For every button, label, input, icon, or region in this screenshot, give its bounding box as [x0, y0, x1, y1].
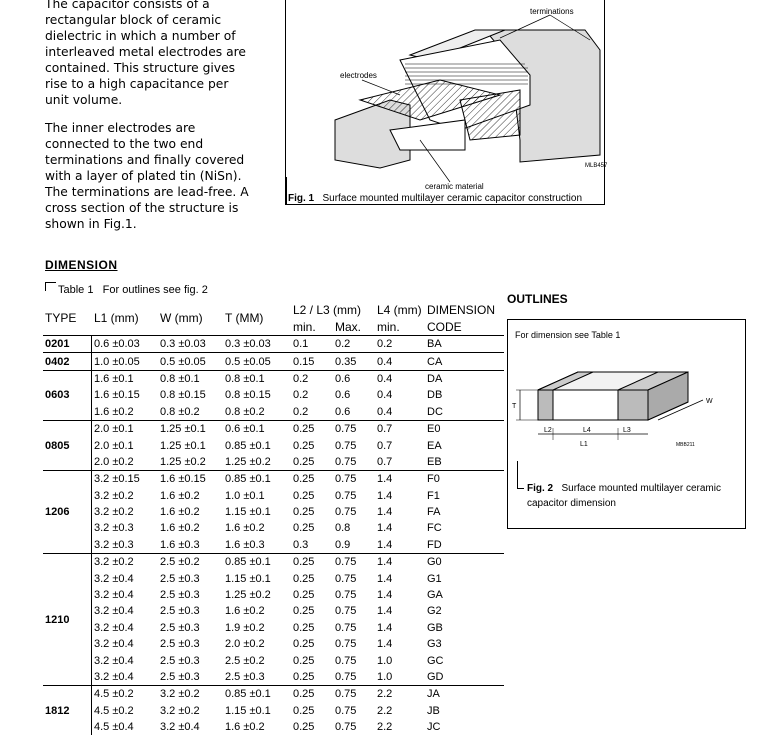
table-cell: EA [427, 439, 442, 452]
table-cell: 0.75 [333, 686, 375, 703]
table-cell: 0.25 [291, 420, 333, 437]
table-cell: 1.25 ±0.2 [225, 589, 271, 602]
table-cell: 2.0 ±0.1 [94, 439, 134, 452]
header-t: T (MM) [225, 311, 264, 325]
label-mbb-code: MBB211 [676, 442, 695, 448]
table-cell: 1.4 [377, 621, 393, 634]
table-label: Table 1 [45, 284, 93, 296]
table-row [43, 504, 504, 520]
table-cell: 0.8 ±0.1 [223, 370, 291, 387]
table-cell: 0.6 ±0.03 [92, 336, 158, 353]
table-cell: 0.6 [333, 370, 375, 387]
table-caption-text: For outlines see fig. 2 [102, 284, 208, 296]
table-cell: 0.15 [291, 353, 333, 370]
dimension-table [43, 301, 504, 735]
table-cell: 0.75 [335, 455, 357, 468]
table-cell: 0.75 [333, 554, 375, 571]
header-max: Max. [335, 319, 362, 334]
table-cell: 3.2 ±0.4 [94, 621, 134, 634]
table-cell: 1.6 ±0.2 [225, 721, 265, 734]
table-cell: 0.8 ±0.15 [225, 389, 271, 402]
table-cell: JC [427, 721, 441, 734]
header-code-2: CODE [427, 319, 462, 334]
table-cell: 0.9 [335, 538, 351, 551]
header-type: TYPE [45, 311, 77, 325]
table-cell: 0.25 [293, 506, 315, 519]
table-row [43, 353, 504, 370]
table-cell: 2.5 ±0.3 [225, 671, 265, 683]
table-cell: GA [427, 589, 443, 602]
type-cell: 0603 [43, 370, 92, 420]
table-cell: 1.6 ±0.2 [225, 522, 265, 535]
table-cell: 2.5 ±0.3 [160, 671, 200, 683]
table-cell: 1.4 [377, 589, 393, 602]
type-cell: 0402 [43, 353, 92, 370]
table-cell: 0.25 [293, 704, 315, 717]
label-ceramic-material: ceramic material [425, 182, 484, 191]
table-cell: 1.4 [377, 506, 393, 519]
label-terminations: terminations [530, 7, 574, 16]
table-cell: 2.5 ±0.3 [160, 621, 200, 634]
table-row [43, 686, 504, 703]
fig2-caption [527, 481, 737, 511]
table-cell: 0.75 [335, 638, 357, 651]
outlines-title: OUTLINES [507, 292, 568, 306]
table-cell: 0.8 ±0.1 [158, 370, 223, 387]
table-cell: 0.75 [335, 572, 357, 585]
table-cell: 1.6 ±0.3 [225, 538, 265, 551]
header-w: W (mm) [160, 311, 203, 325]
table-cell: 0.35 [333, 353, 375, 370]
table-cell: 3.2 ±0.4 [94, 572, 134, 585]
label-w: W [706, 398, 713, 405]
table-cell: DA [425, 370, 504, 387]
table-cell: JA [425, 686, 504, 703]
table-cell: 3.2 ±0.4 [94, 654, 134, 667]
table-cell: 2.5 ±0.3 [160, 589, 200, 602]
table-row [43, 587, 504, 603]
table-cell: CA [425, 353, 504, 370]
table-cell: 1.25 ±0.1 [158, 420, 223, 437]
outline-dimension-drawing [508, 350, 738, 455]
label-l4: L4 [583, 427, 591, 434]
table-cell: 1.4 [375, 471, 425, 488]
table-row [43, 703, 504, 719]
table-cell: 3.2 ±0.2 [158, 686, 223, 703]
table-row [43, 620, 504, 636]
table-cell: 1.25 ±0.1 [160, 439, 206, 452]
table-cell: 0.85 ±0.1 [223, 471, 291, 488]
table-cell: 0.1 [291, 336, 333, 353]
table-cell: 0.6 [335, 405, 351, 418]
table-cell: GB [427, 621, 443, 634]
table-cell: 0.75 [335, 439, 357, 452]
capacitor-construction-drawing [300, 0, 608, 195]
table-cell: 0.3 ±0.03 [158, 336, 223, 353]
table-cell: 0.25 [293, 589, 315, 602]
table-cell: 1.15 ±0.1 [225, 704, 271, 717]
table-cell: 0.25 [293, 489, 315, 502]
table-cell: 0.7 [375, 420, 425, 437]
table-cell: GC [427, 654, 444, 667]
label-l1: L1 [580, 441, 588, 448]
table-cell: 0.2 [293, 405, 309, 418]
table-cell: 0.3 ±0.03 [223, 336, 291, 353]
table-cell: 0.75 [335, 605, 357, 618]
table-cell: 0.75 [335, 489, 357, 502]
table-cell: 1.6 ±0.15 [94, 389, 140, 402]
table-row [43, 336, 504, 353]
table-cell: 4.5 ±0.2 [94, 704, 134, 717]
table-cell: 0.85 ±0.1 [223, 686, 291, 703]
table-cell: EB [427, 455, 442, 468]
table-cell: G3 [427, 638, 442, 651]
table-cell: 0.25 [293, 439, 315, 452]
header-l2-l3: L2 / L3 (mm) [293, 302, 362, 317]
table-row [43, 387, 504, 403]
table-cell: 0.25 [293, 621, 315, 634]
label-l2: L2 [544, 427, 552, 434]
fig1-caption-text: Surface mounted multilayer ceramic capacitor construction [322, 193, 583, 204]
table-cell: 3.2 ±0.2 [94, 506, 134, 519]
table-cell: 0.75 [335, 721, 357, 734]
table-cell: 0.25 [293, 638, 315, 651]
table-cell: 3.2 ±0.15 [92, 471, 158, 488]
table-cell: 1.6 ±0.2 [160, 506, 200, 519]
table-cell: G1 [427, 572, 442, 585]
table-cell: 0.2 [291, 370, 333, 387]
fig2-label: Fig. 2 [527, 483, 554, 494]
type-cell: 1812 [43, 686, 92, 736]
table-cell: GD [427, 671, 444, 683]
table-cell: 0.75 [335, 654, 357, 667]
table-cell: 0.4 [375, 370, 425, 387]
table-cell: 0.7 [377, 439, 393, 452]
table-cell: 0.4 [377, 389, 393, 402]
table-row [43, 652, 504, 668]
table-cell: 0.4 [375, 353, 425, 370]
table-cell: 3.2 ±0.3 [94, 538, 134, 551]
table-cell: 0.8 ±0.15 [160, 389, 206, 402]
table-cell: 2.5 ±0.3 [160, 572, 200, 585]
table-row [43, 719, 504, 735]
table-cell: 0.25 [293, 455, 315, 468]
table-row [43, 370, 504, 387]
table-cell: 1.6 ±0.15 [158, 471, 223, 488]
label-l3: L3 [623, 427, 631, 434]
table-cell: 0.2 [333, 336, 375, 353]
table-cell: 0.75 [335, 621, 357, 634]
table-cell: DC [427, 405, 443, 418]
table-cell: 1.0 [377, 654, 393, 667]
header-l1: L1 (mm) [94, 311, 139, 325]
table-cell: 2.2 [377, 721, 393, 734]
table-cell: 2.5 ±0.3 [160, 605, 200, 618]
table-cell: 0.8 [335, 522, 351, 535]
table-cell: 0.75 [335, 704, 357, 717]
table-cell: BA [425, 336, 504, 353]
table-cell: FD [427, 538, 442, 551]
header-min-l4: min. [377, 319, 400, 334]
table-cell: 0.85 ±0.1 [223, 554, 291, 571]
table-cell: 1.0 [377, 671, 393, 683]
table-row [43, 537, 504, 554]
table-cell: 2.0 ±0.2 [225, 638, 265, 651]
fig1-caption [288, 193, 582, 204]
table-cell: 0.75 [333, 471, 375, 488]
intro-paragraph-2: The inner electrodes are connected to the two end terminations and finally covered with a layer of plated tin (NiSn). The terminations are lead-free. A cross section of the structure is shown in Fig.1. [45, 121, 249, 231]
table-row [43, 471, 504, 488]
label-t: T [512, 403, 517, 410]
table-cell: 0.85 ±0.1 [225, 439, 271, 452]
label-mlb-code: MLB457 [585, 163, 608, 169]
table-cell: 0.25 [291, 686, 333, 703]
table-cell: 2.5 ±0.2 [158, 554, 223, 571]
fig2-caption-bracket [517, 461, 524, 489]
type-cell: 0805 [43, 420, 92, 470]
table-cell: 4.5 ±0.4 [94, 721, 134, 734]
table-cell: 1.0 ±0.1 [225, 489, 265, 502]
table-cell: 1.4 [377, 522, 393, 535]
table-cell: 1.4 [377, 572, 393, 585]
table-cell: 2.5 ±0.3 [160, 654, 200, 667]
table-cell: 2.2 [377, 704, 393, 717]
table-cell: 1.25 ±0.2 [225, 455, 271, 468]
table-cell: 1.0 ±0.05 [92, 353, 158, 370]
table-cell: 0.6 [335, 389, 351, 402]
table-cell: 2.5 ±0.3 [160, 638, 200, 651]
table-row [43, 454, 504, 471]
table-row [43, 488, 504, 504]
table-row [43, 420, 504, 437]
table-cell: 1.6 ±0.3 [160, 538, 200, 551]
header-l4: L4 (mm) [377, 302, 422, 317]
table-row [43, 669, 504, 686]
table-cell: 0.4 [377, 405, 393, 418]
table-cell: 2.0 ±0.2 [94, 455, 134, 468]
table-cell: 1.6 ±0.1 [92, 370, 158, 387]
table-cell: 0.7 [377, 455, 393, 468]
outlines-note: For dimension see Table 1 [515, 330, 621, 340]
table-cell: 3.2 ±0.4 [160, 721, 200, 734]
table-caption [45, 284, 208, 296]
table-cell: F0 [425, 471, 504, 488]
label-electrodes: electrodes [340, 71, 377, 80]
table-cell: 0.75 [335, 671, 357, 683]
table-cell: 1.15 ±0.1 [225, 506, 271, 519]
table-cell: 0.25 [291, 554, 333, 571]
table-row [43, 404, 504, 421]
table-cell: G0 [425, 554, 504, 571]
table-cell: 3.2 ±0.4 [94, 589, 134, 602]
table-cell: 3.2 ±0.4 [94, 671, 134, 683]
table-cell: 0.2 [293, 389, 309, 402]
table-cell: 1.4 [377, 638, 393, 651]
table-cell: 0.25 [293, 522, 315, 535]
table-cell: JB [427, 704, 440, 717]
table-cell: 0.2 [375, 336, 425, 353]
table-cell: 0.75 [335, 506, 357, 519]
table-cell: 1.25 ±0.2 [160, 455, 206, 468]
table-cell: E0 [425, 420, 504, 437]
table-cell: DB [427, 389, 443, 402]
fig1-label: Fig. 1 [288, 193, 315, 204]
type-cell: 1210 [43, 554, 92, 686]
table-cell: 0.25 [291, 471, 333, 488]
table-cell: 3.2 ±0.2 [94, 489, 134, 502]
table-cell: FA [427, 506, 441, 519]
table-cell: FC [427, 522, 442, 535]
table-cell: 0.8 ±0.2 [225, 405, 265, 418]
table-cell: 0.25 [293, 605, 315, 618]
table-cell: 2.2 [375, 686, 425, 703]
table-cell: 0.25 [293, 721, 315, 734]
table-cell: 1.6 ±0.2 [94, 405, 134, 418]
table-vertical-rule [91, 336, 92, 736]
table-row [43, 554, 504, 571]
table-cell: 1.6 ±0.2 [160, 489, 200, 502]
table-cell: 0.25 [293, 654, 315, 667]
table-cell: 0.25 [293, 572, 315, 585]
table-cell: 1.6 ±0.2 [160, 522, 200, 535]
fig2-caption-text: Surface mounted multilayer ceramic capacitor dimension [527, 483, 721, 509]
table-cell: 0.6 ±0.1 [223, 420, 291, 437]
table-row [43, 520, 504, 536]
table-cell: 0.25 [293, 671, 315, 683]
table-cell: 0.5 ±0.05 [223, 353, 291, 370]
table-cell: 0.8 ±0.2 [160, 405, 200, 418]
table-cell: 1.9 ±0.2 [225, 621, 265, 634]
table-cell: F1 [427, 489, 440, 502]
table-cell: 1.4 [377, 489, 393, 502]
table-cell: 3.2 ±0.2 [92, 554, 158, 571]
header-code-1: DIMENSION [427, 302, 496, 317]
table-row [43, 603, 504, 619]
table-cell: 3.2 ±0.2 [160, 704, 200, 717]
table-cell: 4.5 ±0.2 [92, 686, 158, 703]
table-cell: 1.4 [375, 554, 425, 571]
table-cell: 2.5 ±0.2 [225, 654, 265, 667]
dimension-heading: DIMENSION [45, 258, 118, 272]
table-row [43, 437, 504, 453]
table-cell: 3.2 ±0.4 [94, 605, 134, 618]
dimension-table-body [43, 336, 504, 736]
type-cell: 0201 [43, 336, 92, 353]
table-cell: G2 [427, 605, 442, 618]
table-cell: 3.2 ±0.4 [94, 638, 134, 651]
table-cell: 0.75 [333, 420, 375, 437]
table-cell: 2.0 ±0.1 [92, 420, 158, 437]
table-row [43, 636, 504, 652]
table-row [43, 570, 504, 586]
intro-paragraph-1: The capacitor consists of a rectangular block of ceramic dielectric in which a number of interleaved metal electrodes are contained. This structure gives rise to a high capacitance per unit volume. [45, 0, 246, 107]
table-cell: 0.3 [293, 538, 309, 551]
table-cell: 1.6 ±0.2 [225, 605, 265, 618]
header-min: min. [293, 319, 316, 334]
table-cell: 0.5 ±0.05 [158, 353, 223, 370]
type-cell: 1206 [43, 471, 92, 554]
table-cell: 1.15 ±0.1 [225, 572, 271, 585]
table-cell: 1.4 [377, 538, 393, 551]
table-cell: 3.2 ±0.3 [94, 522, 134, 535]
table-cell: 0.75 [335, 589, 357, 602]
table-cell: 1.4 [377, 605, 393, 618]
intro-text [45, 0, 250, 244]
